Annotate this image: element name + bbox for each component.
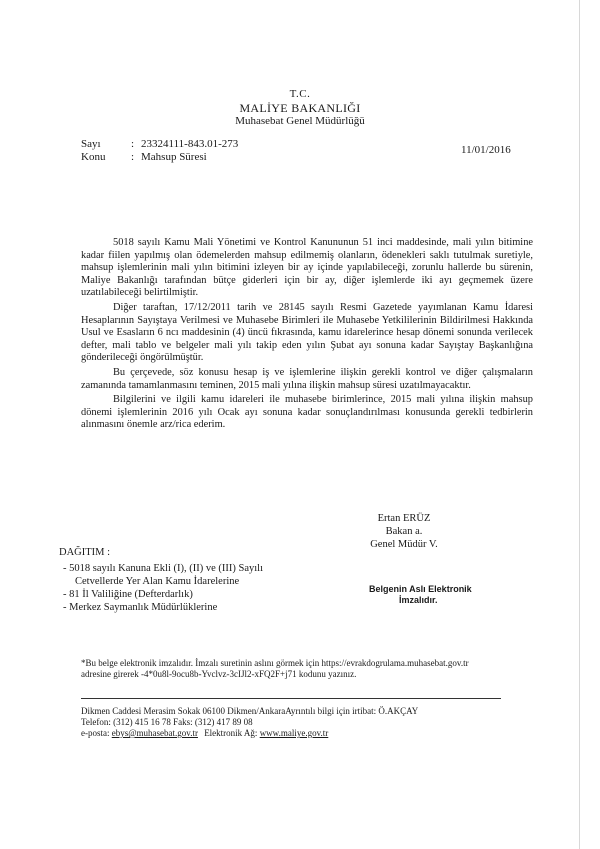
note-line: *Bu belge elektronik imzalıdır. İmzalı suretinin aslını görmek için https://evrakdogrulama.muhasebat.gov.tr: [81, 658, 469, 668]
distribution-item: - Merkez Saymanlık Müdürlüklerine: [63, 602, 218, 613]
distribution-item: - 5018 sayılı Kanuna Ekli (I), (II) ve (III) Sayılı: [63, 563, 264, 574]
distribution-item: - 81 İl Valiliğine (Defterdarlık): [63, 589, 193, 600]
email-label: e-posta:: [81, 728, 110, 738]
footer-phone: Telefon: (312) 415 16 78 Faks: (312) 417 89 08: [81, 717, 253, 727]
esig-line: Belgenin Aslı Elektronik: [369, 584, 472, 594]
body-paragraph: Bilgilerini ve ilgili kamu idareleri ile muhasebe birimlerince, 2015 mali yılına ilişkin mahsup dönemi işlemlerinin 2016 yılı Ocak ayı sonuna kadar sonuçlandırılması konusunda gerekli tedbirlerin alınmasını önemle arz/rica ederim.: [81, 394, 533, 431]
number-colon: :: [131, 138, 135, 150]
web-link[interactable]: www.maliye.gov.tr: [259, 728, 329, 738]
verification-note: [81, 658, 541, 680]
signer-title: Genel Müdür V.: [370, 539, 438, 550]
footer-contact: [81, 728, 418, 739]
subject-value: Mahsup Süresi: [141, 151, 207, 163]
esig-line: İmzalıdır.: [399, 595, 438, 605]
body-paragraph: 5018 sayılı Kamu Mali Yönetimi ve Kontrol Kanununun 51 inci maddesinde, mali yılın bitimine kadar fiilen yapılmış olan ödemelerden mahsup edilmemiş olanların, ödenekleri saklı tutulmak suretiyle, mahsup işlemlerinin mali yılın bitimini izleyen bir ay içinde yapılabileceği, zorunlu hallerde bu sürenin, Maliye Bakanlığı tarafından bütçe giderleri için bir ay, diğer işlemlerde iki ayı geçmemek üzere uzatılabileceği belirtilmiştir.: [81, 237, 533, 299]
subject-colon: :: [131, 151, 135, 163]
header-directorate: Muhasebat Genel Müdürlüğü: [235, 115, 365, 127]
body-paragraph: Diğer taraftan, 17/12/2011 tarih ve 28145 sayılı Resmi Gazetede yayımlanan Kamu İdaresi Hesaplarının Sayıştaya Verilmesi ve Muhasebe Birimleri ile Muhasebe Yetkililerinin Bildirilmesi Hakkında Usul ve Esasların 6 ncı maddesinin (4) üncü fıkrasında, kamu idarelerince hesap dönemi sonunda verilecek defter, mali tablo ve belgeler mali yılı takip eden yılın Şubat ayı sonuna kadar Sayıştay Başkanlığına gönderileceği öngörülmüştür.: [81, 301, 533, 364]
number-label: Sayı: [81, 138, 101, 150]
letter-body: [81, 237, 533, 434]
footer-divider: [81, 698, 501, 699]
distribution-title: DAĞITIM :: [59, 547, 111, 558]
document-number: [81, 138, 238, 150]
signer-name: Ertan ERÜZ: [377, 513, 431, 524]
header-ministry: MALİYE BAKANLIĞI: [239, 101, 361, 115]
body-paragraph: Bu çerçevede, söz konusu hesap iş ve işlemlerine ilişkin gerekli kontrol ve diğer çalışmaların zamanında tamamlanmasını teminen, 2015 mali yılına ilişkin mahsup süresi uzatılmayacaktır.: [81, 366, 533, 391]
number-value: 23324111-843.01-273: [141, 138, 239, 150]
web-label: Elektronik Ağ:: [204, 728, 258, 738]
signer-on-behalf: Bakan a.: [385, 526, 423, 537]
electronic-signature-stamp: [369, 584, 472, 606]
footer-address: Dikmen Caddesi Merasim Sokak 06100 Dikmen/AnkaraAyrıntılı bilgi için irtibat: Ö.AKÇAY: [81, 706, 419, 716]
distribution-item: Cetvellerde Yer Alan Kamu İdarelerine: [75, 576, 240, 587]
header-country: T.C.: [289, 88, 311, 100]
document-subject: [81, 151, 207, 163]
page-edge: [579, 0, 580, 849]
document-date: 11/01/2016: [461, 144, 511, 156]
note-line: adresine girerek -4*0u8l-9ocu8b-Yvclvz-3cIJl2-xFQ2F+j71 kodunu yazınız.: [81, 669, 357, 679]
email-link[interactable]: ebys@muhasebat.gov.tr: [111, 728, 198, 738]
distribution-list: [59, 546, 263, 614]
subject-label: Konu: [81, 151, 106, 163]
footer: [81, 706, 418, 739]
